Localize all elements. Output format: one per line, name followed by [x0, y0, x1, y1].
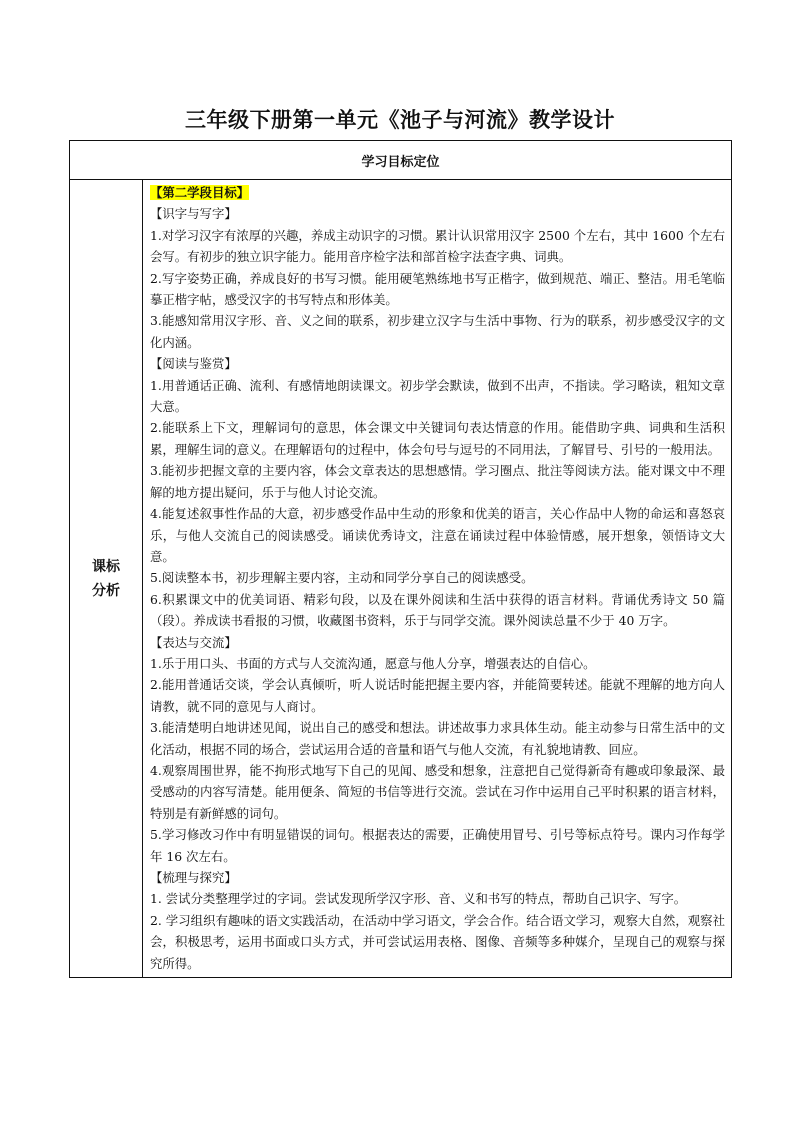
list-item: 1. 尝试分类整理学过的字词。尝试发现所学汉字形、音、义和书写的特点，帮助自己识字、写字。 [150, 891, 687, 907]
section-heading: 【识字与写字】 [150, 206, 237, 222]
list-item: 2.能联系上下文，理解词句的意思，体会课文中关键词句表达情意的作用。能借助字典、词典和生活积累，理解生词的意义。在理解语句的过程中，体会句号与逗号的不同用法，了解冒号、引号的一般用法。 [150, 420, 725, 457]
list-item: 2. 学习组织有趣味的语文实践活动，在活动中学习语文，学会合作。结合语文学习，观察大自然，观察社会，积极思考，运用书面或口头方式，并可尝试运用表格、图像、音频等多种媒介，呈现自己的观察与探究所得。 [150, 912, 725, 971]
list-item: 5.阅读整本书，初步理解主要内容，主动和同学分享自己的阅读感受。 [150, 570, 534, 586]
side-label-line1: 课标 [92, 558, 120, 575]
list-item: 1.对学习汉字有浓厚的兴趣，养成主动识字的习惯。累计认识常用汉字 2500 个左右，其中 1600 个左右会写。有初步的独立识字能力。能用音序检字法和部首检字法查字典、词典。 [150, 227, 725, 265]
section-heading: 【表达与交流】 [150, 634, 237, 650]
stage-goal-line [150, 182, 725, 203]
side-label-line2: 分析 [92, 582, 120, 599]
table-header-row [70, 141, 732, 180]
list-item: 5.学习修改习作中有明显错误的词句。根据表达的需要，正确使用冒号、引号等标点符号。课内习作每学年 16 次左右。 [150, 827, 725, 864]
list-item: 3.能初步把握文章的主要内容，体会文章表达的思想感情。学习圈点、批注等阅读方法。能对课文中不理解的地方提出疑问，乐于与他人讨论交流。 [150, 463, 725, 500]
list-item: 6.积累课文中的优美词语、精彩句段，以及在课外阅读和生活中获得的语言材料。背诵优秀诗文 50 篇（段）。养成读书看报的习惯，收藏图书资料，乐于与同学交流。课外阅读总量不少于 40 万字。 [150, 591, 725, 629]
stage-goal-highlight: 【第二学段目标】 [150, 185, 250, 200]
list-item: 4.能复述叙事性作品的大意，初步感受作品中生动的形象和优美的语言，关心作品中人物的命运和喜怒哀乐，与他人交流自己的阅读感受。诵读优秀诗文，注意在诵读过程中体验情感，展开想象，领悟诗文大意。 [150, 506, 725, 564]
list-item: 1.用普通话正确、流利、有感情地朗读课文。初步学会默读，做到不出声，不指读。学习略读，粗知文章大意。 [150, 377, 725, 415]
list-item: 4.观察周围世界，能不拘形式地写下自己的见闻、感受和想象，注意把自己觉得新奇有趣或印象最深、最受感动的内容写清楚。能用便条、简短的书信等进行交流。尝试在习作中运用自己平时积累的语言材料，特别是有新鲜感的词句。 [150, 762, 725, 821]
lesson-design-table [69, 140, 732, 978]
side-label-cell [70, 180, 143, 978]
list-item: 3.能清楚明白地讲述见闻，说出自己的感受和想法。讲述故事力求具体生动。能主动参与日常生活中的文化活动，根据不同的场合，尝试运用合适的音量和语气与他人交流，有礼貌地请教、回应。 [150, 720, 725, 757]
table-header-cell: 学习目标定位 [70, 141, 732, 180]
table-content-row [70, 180, 732, 978]
section-heading: 【梳理与探究】 [150, 870, 237, 885]
list-item: 1.乐于用口头、书面的方式与人交流沟通，愿意与他人分享，增强表达的自信心。 [150, 655, 596, 671]
list-item: 2.能用普通话交谈，学会认真倾听，听人说话时能把握主要内容，并能简要转述。能就不理解的地方向人请教，就不同的意见与人商讨。 [150, 677, 725, 714]
list-item: 2.写字姿势正确，养成良好的书写习惯。能用硬笔熟练地书写正楷字，做到规范、端正、整洁。用毛笔临摹正楷字帖，感受汉字的书写特点和形体美。 [150, 270, 725, 308]
list-item: 3.能感知常用汉字形、音、义之间的联系，初步建立汉字与生活中事物、行为的联系，初步感受汉字的文化内涵。 [150, 313, 725, 350]
content-cell [143, 180, 732, 978]
document-title: 三年级下册第一单元《池子与河流》教学设计 [185, 108, 615, 132]
section-heading: 【阅读与鉴赏】 [150, 356, 237, 372]
